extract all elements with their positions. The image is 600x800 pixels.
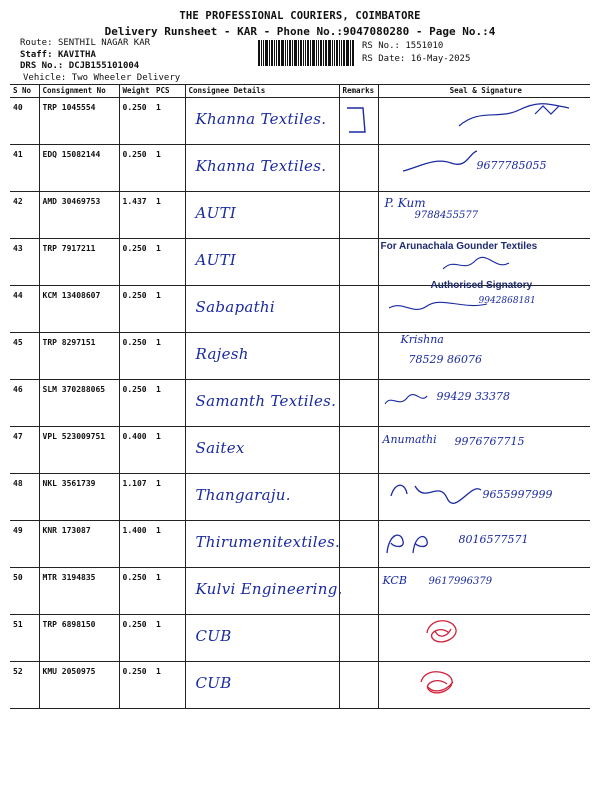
table-row (10, 474, 590, 521)
cell-weight: 0.250 (119, 145, 153, 192)
barcode-bar (323, 40, 324, 66)
header-subtitle: Delivery Runsheet - KAR - Phone No.:9047080280 - Page No.:4 (104, 25, 496, 38)
cell-pcs: 1 (153, 98, 185, 145)
consignee-handwriting: CUB (195, 627, 232, 645)
signature-scribble (381, 388, 431, 410)
consignee-handwriting: CUB (195, 674, 232, 692)
drs-row (20, 61, 180, 73)
table-row (10, 98, 590, 145)
signature-name: P. Kum (384, 196, 426, 210)
cell-signature (378, 568, 590, 615)
table-row (10, 192, 590, 239)
consignee-handwriting: Thirumenitextiles. (195, 533, 341, 551)
barcode-bar (343, 40, 345, 66)
rs-date-row (362, 53, 470, 66)
barcode-bar (339, 40, 340, 66)
col-header-signature: Seal & Signature (378, 85, 590, 98)
signature-phone: 9677785055 (476, 159, 547, 172)
barcode-bar (294, 40, 297, 66)
cell-consignment: VPL 523009751 (39, 427, 119, 474)
signature-phone: 9655997999 (482, 488, 553, 501)
cell-consignment: EDQ 15082144 (39, 145, 119, 192)
consignee-handwriting: Khanna Textiles. (195, 110, 327, 128)
cell-consignee (185, 192, 339, 239)
cell-consignee (185, 145, 339, 192)
cell-sno: 44 (10, 286, 39, 333)
vehicle-value: Two Wheeler Delivery (71, 72, 181, 83)
barcode-bar (312, 40, 315, 66)
signature-phone: 9788455577 (414, 210, 479, 221)
cell-weight: 1.437 (119, 192, 153, 239)
drs-label: DRS No.: (20, 61, 64, 71)
cell-remarks (339, 239, 378, 286)
barcode-bar (289, 40, 291, 66)
cell-signature (378, 521, 590, 568)
rs-date-label: RS Date: (362, 53, 406, 64)
cell-consignee (185, 380, 339, 427)
cell-sno: 48 (10, 474, 39, 521)
barcode-bar (300, 40, 302, 66)
barcode-bar (316, 40, 317, 66)
cell-signature (378, 192, 590, 239)
cell-pcs: 1 (153, 239, 185, 286)
cell-remarks (339, 662, 378, 709)
cell-consignee (185, 98, 339, 145)
rs-no-value: 1551010 (405, 41, 444, 51)
col-header-consignment: Consignment No (39, 85, 119, 98)
barcode-bar (332, 40, 333, 66)
route-value: SENTHIL NAGAR KAR (57, 38, 151, 48)
barcode-bar (336, 40, 338, 66)
vehicle-row (20, 73, 180, 85)
route-row (20, 38, 180, 50)
cell-remarks (339, 615, 378, 662)
cell-pcs: 1 (153, 615, 185, 662)
cell-consignee (185, 427, 339, 474)
cell-consignee (185, 286, 339, 333)
consignee-handwriting: Rajesh (195, 345, 249, 363)
table-row (10, 615, 590, 662)
signature-phone: 9942868181 (478, 296, 536, 306)
cell-consignee (185, 474, 339, 521)
cell-remarks (339, 145, 378, 192)
barcode-bar (334, 40, 335, 66)
cell-consignment: TRP 6898150 (39, 615, 119, 662)
barcode-bar (265, 40, 268, 66)
cell-consignee (185, 239, 339, 286)
cell-consignment: AMD 30469753 (39, 192, 119, 239)
cell-consignment: TRP 1045554 (39, 98, 119, 145)
route-label: Route: (20, 38, 53, 48)
table-row (10, 427, 590, 474)
cell-signature (378, 98, 590, 145)
vehicle-label: Vehicle: (23, 72, 67, 83)
rs-no-label: RS No.: (362, 41, 400, 51)
barcode-bar (285, 40, 286, 66)
cell-consignee (185, 568, 343, 615)
signature-phone: 9976767715 (454, 435, 525, 448)
consignee-handwriting: Thangaraju. (195, 486, 291, 504)
cell-pcs: 1 (153, 521, 185, 568)
cell-consignment: KNR 173087 (39, 521, 119, 568)
cell-consignment: KCM 13408607 (39, 286, 119, 333)
barcode-bar (276, 40, 277, 66)
cell-sno: 51 (10, 615, 39, 662)
barcode-bar (281, 40, 284, 66)
cell-weight: 1.107 (119, 474, 153, 521)
barcode-bar (271, 40, 273, 66)
signature-name: Krishna (400, 333, 444, 346)
cell-signature (378, 662, 590, 709)
consignee-handwriting: Khanna Textiles. (195, 157, 327, 175)
cell-remarks (339, 568, 378, 615)
cell-remarks (339, 192, 378, 239)
consignee-handwriting: Kulvi Engineering. (195, 580, 343, 598)
table-row (10, 662, 590, 709)
runsheet-table (10, 84, 590, 709)
col-header-sno: S No (10, 85, 39, 98)
barcode-bar (274, 40, 275, 66)
signature-scribble (399, 147, 479, 177)
barcode-bar (328, 40, 331, 66)
col-header-weight: Weight (119, 85, 153, 98)
cell-pcs: 1 (153, 333, 185, 380)
cell-sno: 42 (10, 192, 39, 239)
cell-sno: 49 (10, 521, 39, 568)
cell-signature (378, 145, 590, 192)
consignee-handwriting: AUTI (195, 204, 237, 222)
cell-signature (378, 615, 590, 662)
cell-signature (378, 427, 590, 474)
staff-label: Staff: (20, 49, 53, 60)
barcode-bar (346, 40, 349, 66)
consignee-handwriting: Samanth Textiles. (195, 392, 337, 410)
stamp-signatory: Authorised Signatory (430, 280, 533, 291)
cell-remarks (339, 333, 378, 380)
stamp-company: For Arunachala Gounder Textiles (380, 241, 538, 252)
barcode-bar (320, 40, 322, 66)
barcode-bar (341, 40, 342, 66)
cell-sno: 52 (10, 662, 39, 709)
cell-remarks (339, 474, 378, 521)
remark-bracket-mark (341, 102, 381, 138)
barcode-bar (303, 40, 304, 66)
cell-remarks (339, 521, 378, 568)
rs-no-row (362, 40, 470, 53)
cell-weight: 0.400 (119, 427, 153, 474)
staff-row (20, 50, 180, 62)
cell-weight: 1.400 (119, 521, 153, 568)
col-header-pcs: PCS (153, 85, 185, 98)
cell-sno: 46 (10, 380, 39, 427)
cell-pcs: 1 (153, 380, 185, 427)
cell-weight: 0.250 (119, 662, 153, 709)
table-row (10, 286, 590, 333)
cell-consignment: TRP 7917211 (39, 239, 119, 286)
cell-consignment: TRP 8297151 (39, 333, 119, 380)
barcode-bar (278, 40, 280, 66)
cell-signature (378, 333, 590, 380)
cell-sno: 41 (10, 145, 39, 192)
staff-value: KAVITHA (57, 49, 96, 60)
cell-consignment: SLM 370288065 (39, 380, 119, 427)
cell-consignee (185, 615, 339, 662)
table-row (10, 333, 590, 380)
barcode-bar (287, 40, 288, 66)
cell-weight: 0.250 (119, 286, 153, 333)
cell-weight: 0.250 (119, 333, 153, 380)
barcode-bar (350, 40, 351, 66)
barcode-bar (263, 40, 264, 66)
col-header-consignee: Consignee Details (185, 85, 339, 98)
col-header-remarks: Remarks (339, 85, 378, 98)
table-row (10, 568, 590, 615)
signature-phone: 9617996379 (428, 576, 493, 587)
cell-consignment: NKL 3561739 (39, 474, 119, 521)
barcode-bar (298, 40, 299, 66)
signature-phone: 99429 33378 (436, 390, 510, 403)
signature-scribble (383, 296, 493, 320)
cell-sno: 47 (10, 427, 39, 474)
signature-name: KCB (382, 574, 407, 587)
signature-scribble (381, 525, 461, 559)
signature-scribble (439, 253, 519, 277)
signature-name: Anumathi (382, 433, 437, 446)
signature-red-scribble (419, 613, 469, 653)
cell-remarks (339, 286, 378, 333)
barcode (258, 40, 356, 66)
cell-weight: 0.250 (119, 239, 153, 286)
barcode-bar (307, 40, 309, 66)
runsheet-meta-left (20, 38, 180, 84)
cell-consignee (185, 662, 339, 709)
cell-pcs: 1 (153, 568, 185, 615)
cell-remarks (339, 427, 378, 474)
consignee-handwriting: Sabapathi (195, 298, 275, 316)
signature-phone: 78529 86076 (408, 353, 482, 366)
cell-pcs: 1 (153, 427, 185, 474)
barcode-bar (310, 40, 311, 66)
table-row (10, 521, 590, 568)
table-row (10, 145, 590, 192)
signature-scribble (385, 476, 485, 510)
consignee-handwriting: Saitex (195, 439, 245, 457)
barcode-bar (269, 40, 270, 66)
barcode-bar (292, 40, 293, 66)
rs-date-value: 16-May-2025 (410, 53, 471, 64)
barcode-bar (352, 40, 354, 66)
cell-signature (378, 280, 590, 333)
cell-pcs: 1 (153, 474, 185, 521)
cell-sno: 45 (10, 333, 39, 380)
cell-signature (378, 474, 590, 521)
cell-pcs: 1 (153, 286, 185, 333)
barcode-bar (305, 40, 306, 66)
cell-signature (378, 380, 590, 427)
cell-weight: 0.250 (119, 380, 153, 427)
header-title: THE PROFESSIONAL COURIERS, COIMBATORE (179, 10, 421, 22)
signature-red-scribble (415, 664, 465, 702)
cell-pcs: 1 (153, 662, 185, 709)
cell-weight: 0.250 (119, 568, 153, 615)
cell-pcs: 1 (153, 145, 185, 192)
barcode-bar (258, 40, 260, 66)
signature-phone: 8016577571 (458, 533, 529, 546)
consignee-handwriting: AUTI (195, 251, 237, 269)
table-row (10, 380, 590, 427)
cell-sno: 50 (10, 568, 39, 615)
cell-sno: 40 (10, 98, 39, 145)
cell-consignee (185, 333, 339, 380)
cell-remarks (339, 380, 378, 427)
table-row (10, 239, 590, 286)
barcode-bar (325, 40, 327, 66)
signature-scribble (439, 98, 579, 134)
runsheet-meta-right (362, 40, 470, 65)
cell-weight: 0.250 (119, 615, 153, 662)
cell-consignment: MTR 3194835 (39, 568, 119, 615)
cell-pcs: 1 (153, 192, 185, 239)
drs-value: DCJB155101004 (68, 61, 140, 71)
cell-consignee (185, 521, 339, 568)
cell-signature (378, 239, 590, 286)
cell-sno: 43 (10, 239, 39, 286)
cell-weight: 0.250 (119, 98, 153, 145)
barcode-bar (261, 40, 262, 66)
table-header-row (10, 85, 590, 98)
barcode-bar (318, 40, 319, 66)
cell-consignment: KMU 2050975 (39, 662, 119, 709)
